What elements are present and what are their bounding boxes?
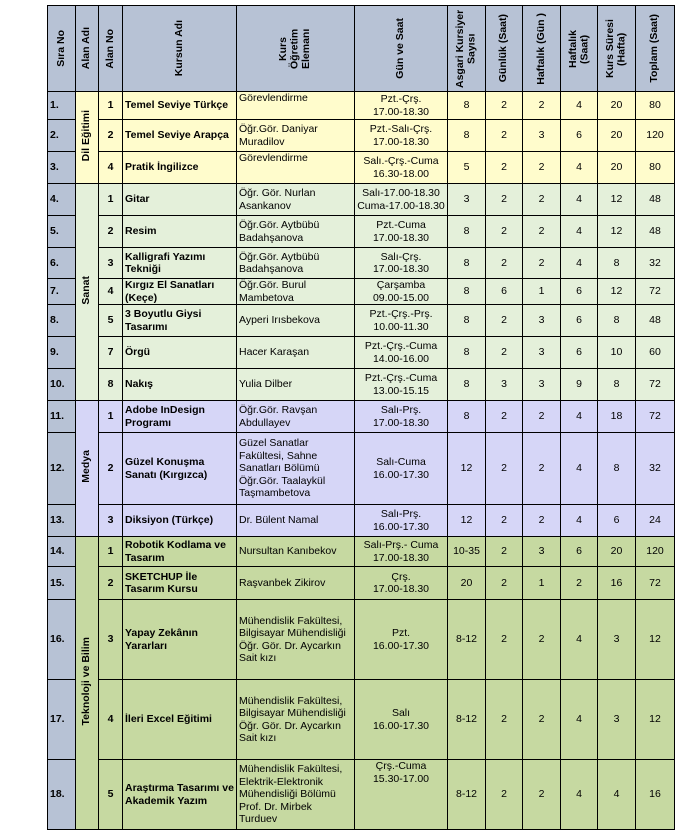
table-row xyxy=(48,505,675,537)
cell-hsaat: 4 xyxy=(561,680,598,760)
header-alan-adi: Alan Adı xyxy=(76,6,99,92)
cell-asgari: 12 xyxy=(448,433,486,505)
cell-hsaat: 4 xyxy=(561,433,598,505)
cell-gunluk: 2 xyxy=(486,537,523,567)
cell-toplam: 80 xyxy=(636,152,675,184)
cell-alan-adi-medya xyxy=(76,401,99,537)
cell-kurs-adi: SKETCHUP İle Tasarım Kursu xyxy=(123,567,237,600)
cell-alan-adi-sanat xyxy=(76,184,99,401)
header-toplam: Toplam (Saat) xyxy=(636,6,675,92)
table-row xyxy=(48,600,675,680)
cell-sure: 8 xyxy=(598,248,636,279)
cell-kurs-adi: İleri Excel Eğitimi xyxy=(123,680,237,760)
cell-gun-saat: Çrş.-Cuma 15.30-17.00 xyxy=(355,760,448,830)
table-row xyxy=(48,337,675,369)
cell-sira-no: 11. xyxy=(48,401,76,433)
cell-alan-no: 7 xyxy=(99,337,123,369)
cell-hsaat: 2 xyxy=(561,567,598,600)
cell-kurs-adi: Örgü xyxy=(123,337,237,369)
cell-sure: 12 xyxy=(598,184,636,216)
cell-asgari: 5 xyxy=(448,152,486,184)
cell-hgun: 2 xyxy=(523,152,561,184)
cell-toplam: 32 xyxy=(636,433,675,505)
cell-ogretim-elemani: Yulia Dilber xyxy=(237,369,355,401)
cell-gun-saat: Salı-Cuma 16.00-17.30 xyxy=(355,433,448,505)
cell-toplam: 72 xyxy=(636,279,675,305)
cell-hsaat: 4 xyxy=(561,401,598,433)
cell-gun-saat: Pzt.-Çrş.-Prş. 10.00-11.30 xyxy=(355,305,448,337)
cell-toplam: 72 xyxy=(636,567,675,600)
cell-ogretim-elemani: Raşvanbek Zikirov xyxy=(237,567,355,600)
cell-sira-no: 9. xyxy=(48,337,76,369)
cell-gunluk: 2 xyxy=(486,401,523,433)
cell-gun-saat: Çrş. 17.00-18.30 xyxy=(355,567,448,600)
cell-kurs-adi: Kalligrafi Yazımı Tekniği xyxy=(123,248,237,279)
header-sira-no: Sıra No xyxy=(48,6,76,92)
cell-ogretim-elemani: Öğr.Gör. Daniyar Muradilov xyxy=(237,120,355,152)
table-row xyxy=(48,248,675,279)
table-row xyxy=(48,305,675,337)
cell-ogretim-elemani: Mühendislik Fakültesi, Bilgisayar Mühendisliği Öğr. Gör. Dr. Aycarkın Sait kızı xyxy=(237,600,355,680)
cell-sira-no: 4. xyxy=(48,184,76,216)
cell-sure: 16 xyxy=(598,567,636,600)
course-schedule-table xyxy=(47,5,675,830)
header-alan-no: Alan No xyxy=(99,6,123,92)
cell-gun-saat: Salı-17.00-18.30 Cuma-17.00-18.30 xyxy=(355,184,448,216)
cell-alan-no: 3 xyxy=(99,248,123,279)
cell-kurs-adi: Temel Seviye Türkçe xyxy=(123,92,237,120)
cell-hgun: 2 xyxy=(523,401,561,433)
header-haftalik-gun: Haftalık (Gün ) xyxy=(523,6,561,92)
cell-toplam: 48 xyxy=(636,184,675,216)
table-row xyxy=(48,433,675,505)
cell-gun-saat: Salı-Prş. 17.00-18.30 xyxy=(355,401,448,433)
cell-asgari: 8 xyxy=(448,401,486,433)
cell-gun-saat: Salı-Çrş. 17.00-18.30 xyxy=(355,248,448,279)
cell-kurs-adi: Pratik İngilizce xyxy=(123,152,237,184)
cell-gun-saat: Pzt.-Cuma 17.00-18.30 xyxy=(355,216,448,248)
cell-alan-no: 1 xyxy=(99,184,123,216)
cell-alan-no: 2 xyxy=(99,567,123,600)
cell-ogretim-elemani: Dr. Bülent Namal xyxy=(237,505,355,537)
cell-hgun: 3 xyxy=(523,369,561,401)
cell-kurs-adi: Nakış xyxy=(123,369,237,401)
cell-gunluk: 2 xyxy=(486,680,523,760)
cell-toplam: 32 xyxy=(636,248,675,279)
cell-toplam: 80 xyxy=(636,92,675,120)
cell-gun-saat: Pzt.-Çrş.-Cuma 13.00-15.15 xyxy=(355,369,448,401)
cell-kurs-adi: Temel Seviye Arapça xyxy=(123,120,237,152)
cell-hsaat: 9 xyxy=(561,369,598,401)
cell-kurs-adi: Diksiyon (Türkçe) xyxy=(123,505,237,537)
cell-gunluk: 2 xyxy=(486,92,523,120)
cell-asgari: 3 xyxy=(448,184,486,216)
cell-kurs-adi: Güzel Konuşma Sanatı (Kırgızca) xyxy=(123,433,237,505)
header-kurs-suresi: Kurs Süresi (Hafta) xyxy=(598,6,636,92)
cell-kurs-adi: Gitar xyxy=(123,184,237,216)
cell-kurs-adi: Yapay Zekânın Yararları xyxy=(123,600,237,680)
cell-toplam: 48 xyxy=(636,216,675,248)
cell-gun-saat: Pzt.-Salı-Çrş. 17.00-18.30 xyxy=(355,120,448,152)
cell-hgun: 2 xyxy=(523,680,561,760)
cell-toplam: 48 xyxy=(636,305,675,337)
cell-sure: 12 xyxy=(598,216,636,248)
cell-sira-no: 15. xyxy=(48,567,76,600)
header-gun-saat: Gün ve Saat xyxy=(355,6,448,92)
cell-sure: 3 xyxy=(598,600,636,680)
cell-alan-no: 4 xyxy=(99,680,123,760)
group-label: Dil Eğitimi xyxy=(80,110,93,162)
cell-alan-adi-dil xyxy=(76,92,99,184)
header-row xyxy=(48,6,675,92)
cell-sira-no: 5. xyxy=(48,216,76,248)
cell-kurs-adi: Resim xyxy=(123,216,237,248)
cell-hsaat: 4 xyxy=(561,248,598,279)
cell-hsaat: 4 xyxy=(561,152,598,184)
table-row xyxy=(48,216,675,248)
cell-hsaat: 4 xyxy=(561,760,598,830)
cell-gun-saat: Salı-Prş.- Cuma 17.00-18.30 xyxy=(355,537,448,567)
cell-gunluk: 2 xyxy=(486,305,523,337)
cell-ogretim-elemani: Nursultan Kanıbekov xyxy=(237,537,355,567)
cell-gunluk: 2 xyxy=(486,152,523,184)
cell-ogretim-elemani: Güzel Sanatlar Fakültesi, Sahne Sanatları Bölümü Öğr.Gör. Taalaykül Taşmambetova xyxy=(237,433,355,505)
cell-ogretim-elemani: Görevlendirme xyxy=(237,152,355,184)
cell-sira-no: 16. xyxy=(48,600,76,680)
cell-asgari: 10-35 xyxy=(448,537,486,567)
header-gunluk: Günlük (Saat) xyxy=(486,6,523,92)
cell-gun-saat: Pzt.-Çrş.-Cuma 14.00-16.00 xyxy=(355,337,448,369)
cell-hgun: 2 xyxy=(523,92,561,120)
cell-toplam: 60 xyxy=(636,337,675,369)
cell-alan-no: 5 xyxy=(99,760,123,830)
cell-sure: 8 xyxy=(598,433,636,505)
cell-gunluk: 2 xyxy=(486,760,523,830)
cell-sure: 6 xyxy=(598,505,636,537)
cell-asgari: 8 xyxy=(448,120,486,152)
cell-hgun: 3 xyxy=(523,120,561,152)
table-row xyxy=(48,279,675,305)
cell-hgun: 2 xyxy=(523,433,561,505)
cell-hgun: 3 xyxy=(523,305,561,337)
cell-sira-no: 7. xyxy=(48,279,76,305)
cell-toplam: 120 xyxy=(636,120,675,152)
cell-sure: 20 xyxy=(598,92,636,120)
cell-toplam: 24 xyxy=(636,505,675,537)
cell-hsaat: 4 xyxy=(561,184,598,216)
cell-sure: 4 xyxy=(598,760,636,830)
cell-asgari: 8 xyxy=(448,279,486,305)
cell-kurs-adi: Araştırma Tasarımı ve Akademik Yazım xyxy=(123,760,237,830)
cell-hgun: 3 xyxy=(523,337,561,369)
cell-hgun: 2 xyxy=(523,216,561,248)
table-row xyxy=(48,567,675,600)
table-row xyxy=(48,537,675,567)
cell-asgari: 8 xyxy=(448,337,486,369)
header-asgari: Asgari Kursiyer Sayısı xyxy=(448,6,486,92)
group-label: Teknoloji ve Bilim xyxy=(80,637,93,726)
cell-gun-saat: Pzt.-Çrş. 17.00-18.30 xyxy=(355,92,448,120)
cell-gunluk: 6 xyxy=(486,279,523,305)
cell-alan-adi-teknoloji xyxy=(76,537,99,830)
cell-gunluk: 2 xyxy=(486,567,523,600)
cell-sira-no: 3. xyxy=(48,152,76,184)
group-label: Medya xyxy=(80,450,93,484)
cell-sira-no: 8. xyxy=(48,305,76,337)
cell-sure: 20 xyxy=(598,152,636,184)
table-row xyxy=(48,92,675,120)
table-body xyxy=(48,92,675,830)
header-kurs-adi: Kursun Adı xyxy=(123,6,237,92)
group-label: Sanat xyxy=(80,275,93,305)
cell-alan-no: 4 xyxy=(99,279,123,305)
cell-ogretim-elemani: Öğr. Gör. Nurlan Asankanov xyxy=(237,184,355,216)
cell-hsaat: 4 xyxy=(561,216,598,248)
cell-kurs-adi: Robotik Kodlama ve Tasarım xyxy=(123,537,237,567)
cell-hgun: 2 xyxy=(523,505,561,537)
cell-alan-no: 4 xyxy=(99,152,123,184)
cell-sira-no: 17. xyxy=(48,680,76,760)
cell-asgari: 20 xyxy=(448,567,486,600)
cell-sira-no: 10. xyxy=(48,369,76,401)
cell-asgari: 8-12 xyxy=(448,680,486,760)
cell-asgari: 8 xyxy=(448,369,486,401)
cell-alan-no: 3 xyxy=(99,600,123,680)
cell-asgari: 8 xyxy=(448,305,486,337)
cell-sure: 10 xyxy=(598,337,636,369)
cell-asgari: 8 xyxy=(448,92,486,120)
cell-alan-no: 8 xyxy=(99,369,123,401)
cell-alan-no: 1 xyxy=(99,401,123,433)
cell-sira-no: 13. xyxy=(48,505,76,537)
cell-gun-saat: Çarşamba 09.00-15.00 xyxy=(355,279,448,305)
cell-hsaat: 6 xyxy=(561,337,598,369)
cell-sure: 8 xyxy=(598,369,636,401)
cell-hsaat: 6 xyxy=(561,120,598,152)
cell-hgun: 3 xyxy=(523,537,561,567)
header-ogretim-elemani: Kurs Öğretim Elemanı xyxy=(237,6,355,92)
cell-gun-saat: Salı-Prş. 16.00-17.30 xyxy=(355,505,448,537)
cell-ogretim-elemani: Hacer Karaşan xyxy=(237,337,355,369)
cell-ogretim-elemani: Öğr.Gör. Aytbübü Badahşanova xyxy=(237,248,355,279)
cell-hsaat: 6 xyxy=(561,279,598,305)
cell-toplam: 12 xyxy=(636,680,675,760)
cell-ogretim-elemani: Mühendislik Fakültesi, Elektrik-Elektronik Mühendisliği Bölümü Prof. Dr. Mirbek Turduev xyxy=(237,760,355,830)
cell-sure: 12 xyxy=(598,279,636,305)
cell-ogretim-elemani: Öğr.Gör. Aytbübü Badahşanova xyxy=(237,216,355,248)
table-row xyxy=(48,184,675,216)
cell-hsaat: 4 xyxy=(561,505,598,537)
cell-kurs-adi: Kırgız El Sanatları (Keçe) xyxy=(123,279,237,305)
cell-hgun: 1 xyxy=(523,279,561,305)
cell-asgari: 8-12 xyxy=(448,600,486,680)
cell-alan-no: 2 xyxy=(99,216,123,248)
cell-kurs-adi: Adobe InDesign Programı xyxy=(123,401,237,433)
cell-alan-no: 1 xyxy=(99,537,123,567)
cell-ogretim-elemani: Öğr.Gör. Burul Mambetova xyxy=(237,279,355,305)
cell-hsaat: 4 xyxy=(561,600,598,680)
cell-toplam: 120 xyxy=(636,537,675,567)
table-row xyxy=(48,369,675,401)
cell-asgari: 8 xyxy=(448,216,486,248)
table-row xyxy=(48,760,675,830)
table-row xyxy=(48,680,675,760)
cell-gunluk: 2 xyxy=(486,216,523,248)
cell-sure: 3 xyxy=(598,680,636,760)
cell-gunluk: 2 xyxy=(486,505,523,537)
cell-gunluk: 2 xyxy=(486,184,523,216)
cell-hgun: 2 xyxy=(523,760,561,830)
cell-sira-no: 6. xyxy=(48,248,76,279)
cell-gunluk: 2 xyxy=(486,120,523,152)
cell-gunluk: 2 xyxy=(486,433,523,505)
cell-sira-no: 18. xyxy=(48,760,76,830)
cell-hsaat: 6 xyxy=(561,537,598,567)
cell-sira-no: 1. xyxy=(48,92,76,120)
cell-gun-saat: Salı 16.00-17.30 xyxy=(355,680,448,760)
cell-alan-no: 2 xyxy=(99,120,123,152)
table-row xyxy=(48,152,675,184)
cell-toplam: 16 xyxy=(636,760,675,830)
cell-hsaat: 6 xyxy=(561,305,598,337)
cell-kurs-adi: 3 Boyutlu Giysi Tasarımı xyxy=(123,305,237,337)
cell-sure: 20 xyxy=(598,120,636,152)
cell-alan-no: 2 xyxy=(99,433,123,505)
cell-gunluk: 2 xyxy=(486,600,523,680)
cell-toplam: 12 xyxy=(636,600,675,680)
cell-sure: 18 xyxy=(598,401,636,433)
cell-alan-no: 1 xyxy=(99,92,123,120)
cell-sira-no: 12. xyxy=(48,433,76,505)
table-row xyxy=(48,401,675,433)
cell-asgari: 12 xyxy=(448,505,486,537)
cell-gunluk: 3 xyxy=(486,369,523,401)
cell-ogretim-elemani: Görevlendirme xyxy=(237,92,355,120)
cell-hgun: 2 xyxy=(523,184,561,216)
cell-ogretim-elemani: Öğr.Gör. Ravşan Abdullayev xyxy=(237,401,355,433)
cell-sure: 8 xyxy=(598,305,636,337)
cell-sira-no: 14. xyxy=(48,537,76,567)
header-haftalik-saat: Haftalık (Saat) xyxy=(561,6,598,92)
cell-ogretim-elemani: Ayperi Irısbekova xyxy=(237,305,355,337)
cell-alan-no: 3 xyxy=(99,505,123,537)
cell-hgun: 2 xyxy=(523,248,561,279)
cell-alan-no: 5 xyxy=(99,305,123,337)
table-row xyxy=(48,120,675,152)
cell-gun-saat: Pzt. 16.00-17.30 xyxy=(355,600,448,680)
cell-gun-saat: Salı.-Çrş.-Cuma 16.30-18.00 xyxy=(355,152,448,184)
cell-sure: 20 xyxy=(598,537,636,567)
cell-gunluk: 2 xyxy=(486,337,523,369)
cell-gunluk: 2 xyxy=(486,248,523,279)
cell-toplam: 72 xyxy=(636,369,675,401)
cell-asgari: 8-12 xyxy=(448,760,486,830)
cell-ogretim-elemani: Mühendislik Fakültesi, Bilgisayar Mühendisliği Öğr. Gör. Dr. Aycarkın Sait kızı xyxy=(237,680,355,760)
cell-hsaat: 4 xyxy=(561,92,598,120)
cell-hgun: 1 xyxy=(523,567,561,600)
cell-toplam: 72 xyxy=(636,401,675,433)
cell-asgari: 8 xyxy=(448,248,486,279)
cell-sira-no: 2. xyxy=(48,120,76,152)
cell-hgun: 2 xyxy=(523,600,561,680)
